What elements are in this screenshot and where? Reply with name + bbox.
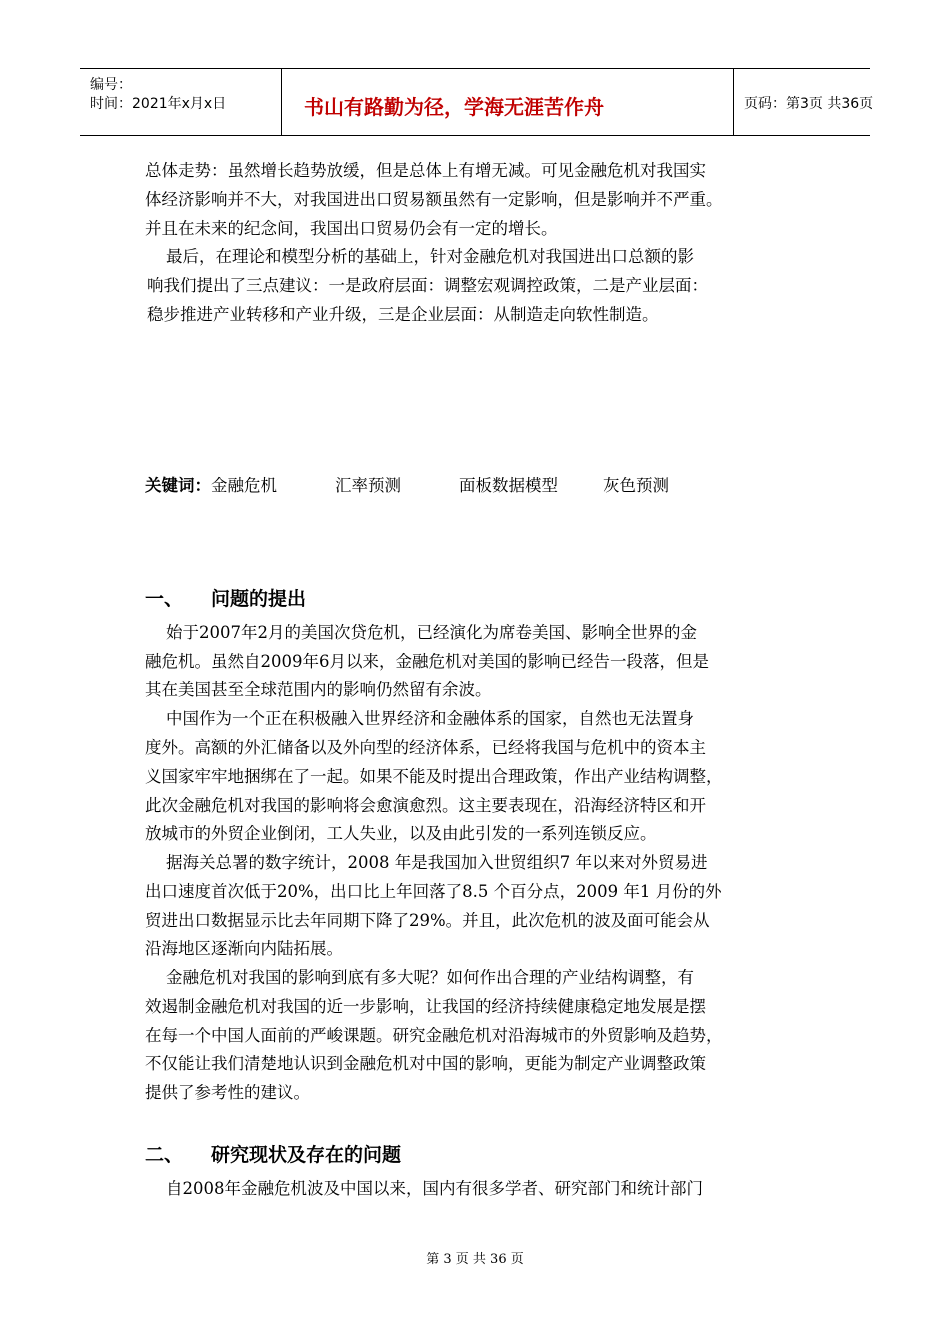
body-line: 出口速度首次低于20%，出口比上年回落了8.5 个百分点，2009 年1 月份的外 (145, 882, 722, 901)
header-page-cell (734, 69, 874, 135)
body-line: 放城市的外贸企业倒闭，工人失业，以及由此引发的一系列连锁反应。 (145, 824, 657, 843)
header-page-label: 页码：第3页 共36页 (744, 96, 874, 112)
body-line: 此次金融危机对我国的影响将会愈演愈烈。这主要表现在，沿海经济特区和开 (145, 796, 706, 815)
section-title: 问题的提出 (211, 588, 307, 610)
section-heading (145, 584, 306, 611)
body-line: 其在美国甚至全球范围内的影响仍然留有余波。 (145, 680, 492, 699)
body-line: 据海关总署的数字统计，2008 年是我国加入世贸组织7 年以来对外贸易进 (145, 853, 708, 872)
section-heading (145, 1140, 401, 1167)
header-meta-cell (80, 69, 282, 135)
body-line: 自2008年金融危机波及中国以来，国内有很多学者、研究部门和统计部门 (145, 1179, 703, 1198)
keywords-label: 关键词： (145, 476, 211, 495)
section-number: 一、 (145, 588, 184, 610)
abstract-line: 并且在未来的纪念间，我国出口贸易仍会有一定的增长。 (145, 219, 558, 238)
keyword: 面板数据模型 (459, 476, 558, 495)
abstract-line: 体经济影响并不大，对我国进出口贸易额虽然有一定影响，但是影响并不严重。 (145, 190, 723, 209)
body-line: 中国作为一个正在积极融入世界经济和金融体系的国家，自然也无法置身 (145, 709, 694, 728)
section-title: 研究现状及存在的问题 (211, 1144, 402, 1166)
body-line: 在每一个中国人面前的严峻课题。研究金融危机对沿海城市的外贸影响及趋势， (145, 1026, 723, 1045)
keywords-line (145, 472, 669, 496)
doc-time-label: 时间：2021年x月x日 (90, 96, 227, 112)
body-line: 金融危机对我国的影响到底有多大呢？如何作出合理的产业结构调整，有 (145, 968, 694, 987)
header-slogan: 书山有路勤为径，学海无涯苦作舟 (304, 95, 604, 119)
body-line: 提供了参考性的建议。 (145, 1083, 310, 1102)
body-line: 义国家牢牢地捆绑在了一起。如果不能及时提出合理政策，作出产业结构调整， (145, 767, 723, 786)
doc-number-label: 编号： (90, 77, 132, 93)
abstract-line: 最后，在理论和模型分析的基础上，针对金融危机对我国进出口总额的影 (145, 247, 694, 266)
keyword: 金融危机 (211, 476, 277, 495)
body-line: 贸进出口数据显示比去年同期下降了29%。并且，此次危机的波及面可能会从 (145, 911, 710, 930)
body-line: 始于2007年2月的美国次贷危机，已经演化为席卷美国、影响全世界的金 (145, 623, 697, 642)
body-line: 融危机。虽然自2009年6月以来，金融危机对美国的影响已经告一段落，但是 (145, 652, 709, 671)
body-line: 沿海地区逐渐向内陆拓展。 (145, 939, 343, 958)
abstract-line: 响我们提出了三点建议：一是政府层面：调整宏观调控政策，二是产业层面： (147, 276, 708, 295)
keyword: 汇率预测 (335, 476, 401, 495)
abstract-line: 总体走势：虽然增长趋势放缓，但是总体上有增无减。可见金融危机对我国实 (145, 161, 706, 180)
body-line: 度外。高额的外汇储备以及外向型的经济体系，已经将我国与危机中的资本主 (145, 738, 706, 757)
page-footer: 第 3 页 共 36 页 (426, 1252, 524, 1267)
keyword: 灰色预测 (603, 476, 669, 495)
header-slogan-cell (282, 69, 734, 135)
body-line: 效遏制金融危机对我国的近一步影响，让我国的经济持续健康稳定地发展是摆 (145, 997, 706, 1016)
section-number: 二、 (145, 1144, 184, 1166)
body-line: 不仅能让我们清楚地认识到金融危机对中国的影响，更能为制定产业调整政策 (145, 1054, 706, 1073)
header-table (80, 68, 874, 136)
abstract-line: 稳步推进产业转移和产业升级，三是企业层面：从制造走向软性制造。 (147, 305, 659, 324)
